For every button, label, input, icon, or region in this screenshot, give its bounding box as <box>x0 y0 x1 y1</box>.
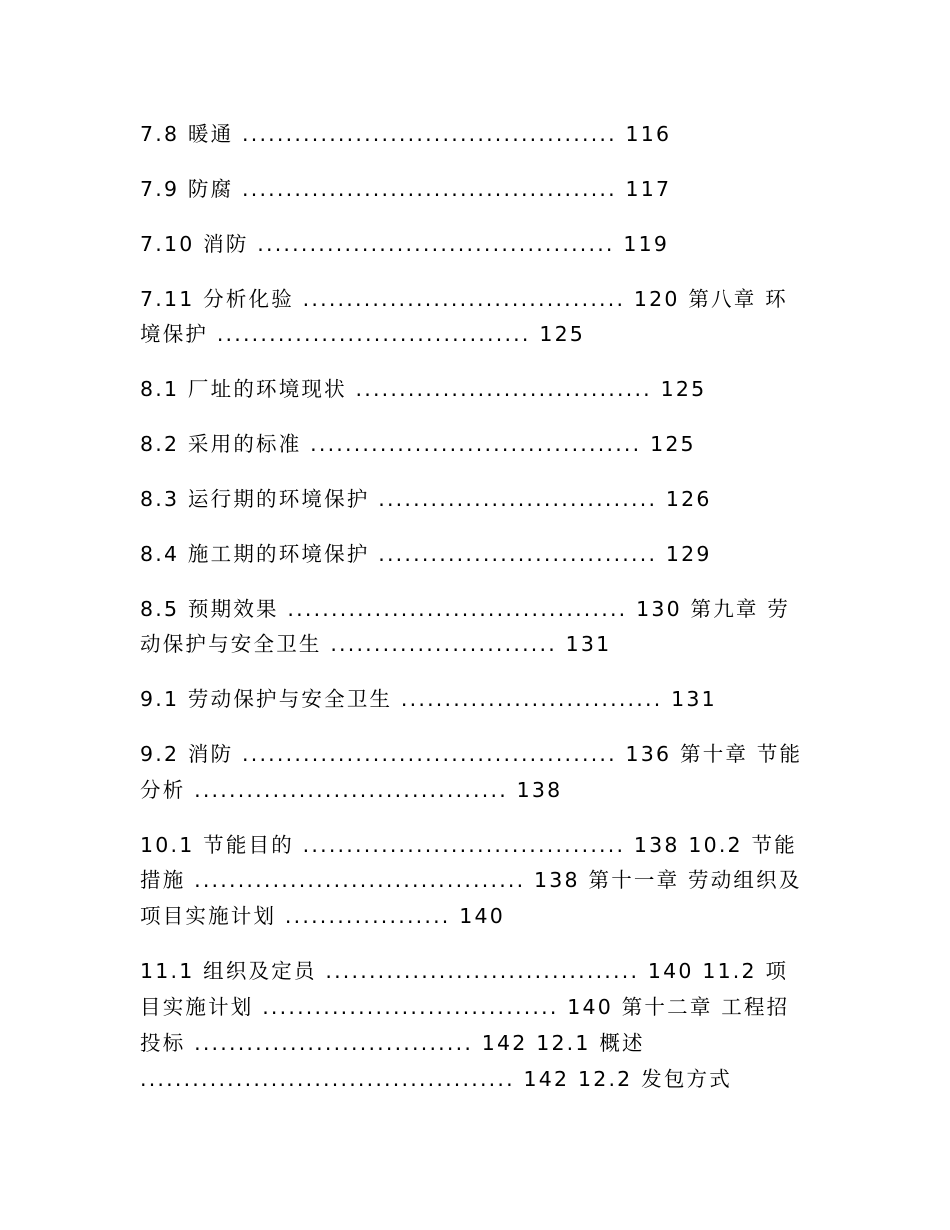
toc-line: 10.1 节能目的 ..................................... 138 10.2 节能 <box>140 833 797 857</box>
toc-line: 境保护 .................................... 125 <box>140 322 586 346</box>
toc-line: 8.3 运行期的环境保护 ................................ 126 <box>140 487 712 511</box>
toc-line: 8.1 厂址的环境现状 .................................. 125 <box>140 377 707 401</box>
toc-line: 9.2 消防 ........................................... 136 第十章 节能 <box>140 742 803 766</box>
toc-line: 投标 ................................ 142 12.1 概述 <box>140 1031 645 1055</box>
toc-line: 项目实施计划 ................... 140 <box>140 904 505 928</box>
toc-line: 11.1 组织及定员 .................................... 140 11.2 项 <box>140 959 789 983</box>
toc-line: 7.9 防腐 ........................................... 117 <box>140 177 672 201</box>
toc-line: 7.8 暖通 ........................................... 116 <box>140 122 672 146</box>
toc-line: 措施 ...................................... 138 第十一章 劳动组织及 <box>140 868 802 892</box>
toc-line: 8.4 施工期的环境保护 ................................ 129 <box>140 542 712 566</box>
toc-line: 8.2 采用的标准 ...................................... 125 <box>140 432 696 456</box>
toc-line: 分析 .................................... 138 <box>140 778 563 802</box>
toc-line: 7.11 分析化验 ..................................... 120 第八章 环 <box>140 287 788 311</box>
toc-line: ........................................... 142 12.2 发包方式 <box>140 1067 732 1091</box>
toc-line: 8.5 预期效果 ....................................... 130 第九章 劳 <box>140 597 791 621</box>
toc-line: 动保护与安全卫生 .......................... 131 <box>140 632 612 656</box>
toc-line: 7.10 消防 ......................................... 119 <box>140 232 670 256</box>
toc-line: 目实施计划 .................................. 140 第十二章 工程招 <box>140 995 790 1019</box>
toc-line: 9.1 劳动保护与安全卫生 .............................. 131 <box>140 687 717 711</box>
